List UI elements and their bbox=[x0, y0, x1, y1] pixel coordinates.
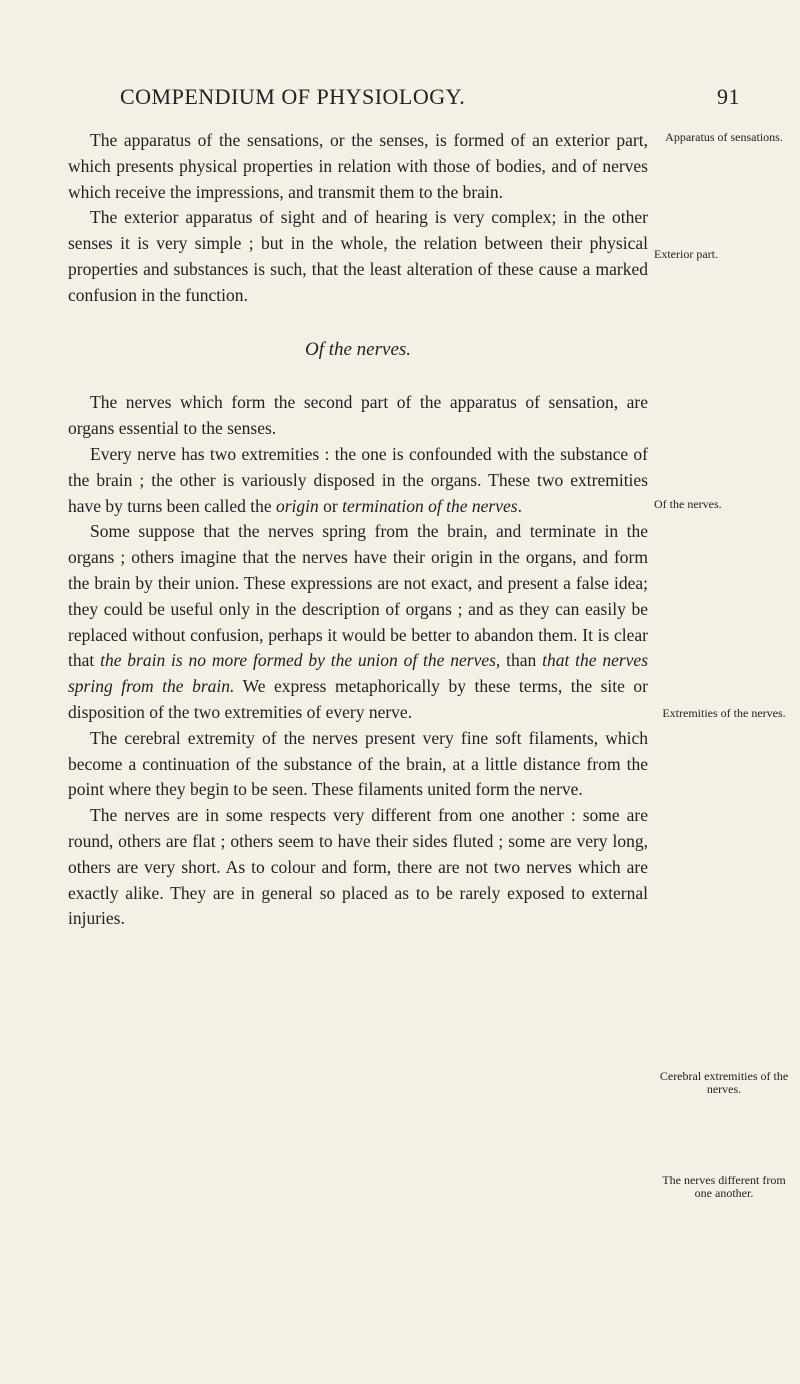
margin-note-extremities: Extremities of the nerves. bbox=[662, 706, 786, 720]
paragraph-exterior: The exterior apparatus of sight and of hearing is very complex; in the other senses it is very simple ; but in the whole, the relation between their physical properties and substances is such, that the least alteration of these cause a marked confusion in the function. bbox=[68, 207, 648, 305]
paragraph-extremities bbox=[68, 442, 648, 519]
section-heading: Of the nerves. bbox=[304, 338, 412, 360]
italic-phrase: the brain is no more formed by the union of the nerves, bbox=[100, 650, 501, 671]
text-run: We express metaphorically by these terms, the site or disposition of the two extremities of every nerve. bbox=[68, 676, 648, 722]
text-run: Some suppose that the nerves spring from the brain, and terminate in the organs ; others imagine that the nerves have their origin in the organs, and form the brain by their union. These expressions are not exact, and present a false idea; they could be useful only in the description of organs ; and as they can easily be replaced without confusion, perhaps it would be better to abandon them. It is clear that bbox=[68, 521, 648, 671]
margin-note-different: The nerves different from one another. bbox=[662, 1173, 786, 1200]
paragraph-cerebral: The cerebral extremity of the nerves present very fine soft filaments, which become a continuation of the substance of the brain, at a little distance from the point where they begin to be seen. These filaments united form the nerve. bbox=[68, 727, 648, 800]
paragraph-origin bbox=[68, 519, 648, 725]
paragraph-apparatus: The apparatus of the sensations, or the senses, is formed of an exterior part, which presents physical properties in relation with those of bodies, and of nerves which receive the impressions, and transmit them to the brain. bbox=[68, 130, 648, 202]
margin-note-apparatus: Apparatus of sensations. bbox=[665, 130, 783, 144]
text-run: Every nerve has two extremities : the one is confounded with the substance of the brain ; the other is variously disposed in the organs. These two extremities have by turns been called the bbox=[68, 443, 648, 516]
italic-phrase: that the nerves spring from the brain. bbox=[68, 650, 648, 697]
paragraph-nerves-intro: The nerves which form the second part of the apparatus of sensation, are organs essential to the senses. bbox=[68, 392, 648, 439]
margin-note-of-nerves: Of the nerves. bbox=[654, 497, 722, 511]
page-number: 91 bbox=[717, 84, 740, 109]
paragraph-different: The nerves are in some respects very different from one another : some are round, others are flat ; others seem to have their sides fluted ; some are very long, others are very short. As to colour and form, there are not two nerves which are exactly alike. They are in general so placed as to be rarely exposed to external injuries. bbox=[68, 805, 648, 929]
text-run: . bbox=[517, 495, 522, 516]
margin-note-exterior: Exterior part. bbox=[654, 247, 718, 261]
italic-term: termination of the nerves bbox=[342, 495, 518, 516]
text-run: or bbox=[318, 495, 343, 516]
italic-term: origin bbox=[275, 495, 319, 516]
text-run: than bbox=[500, 650, 543, 671]
main-text bbox=[68, 128, 648, 932]
running-title: COMPENDIUM OF PHYSIOLOGY. bbox=[120, 84, 466, 109]
margin-note-cerebral: Cerebral extremities of the nerves. bbox=[659, 1069, 789, 1096]
